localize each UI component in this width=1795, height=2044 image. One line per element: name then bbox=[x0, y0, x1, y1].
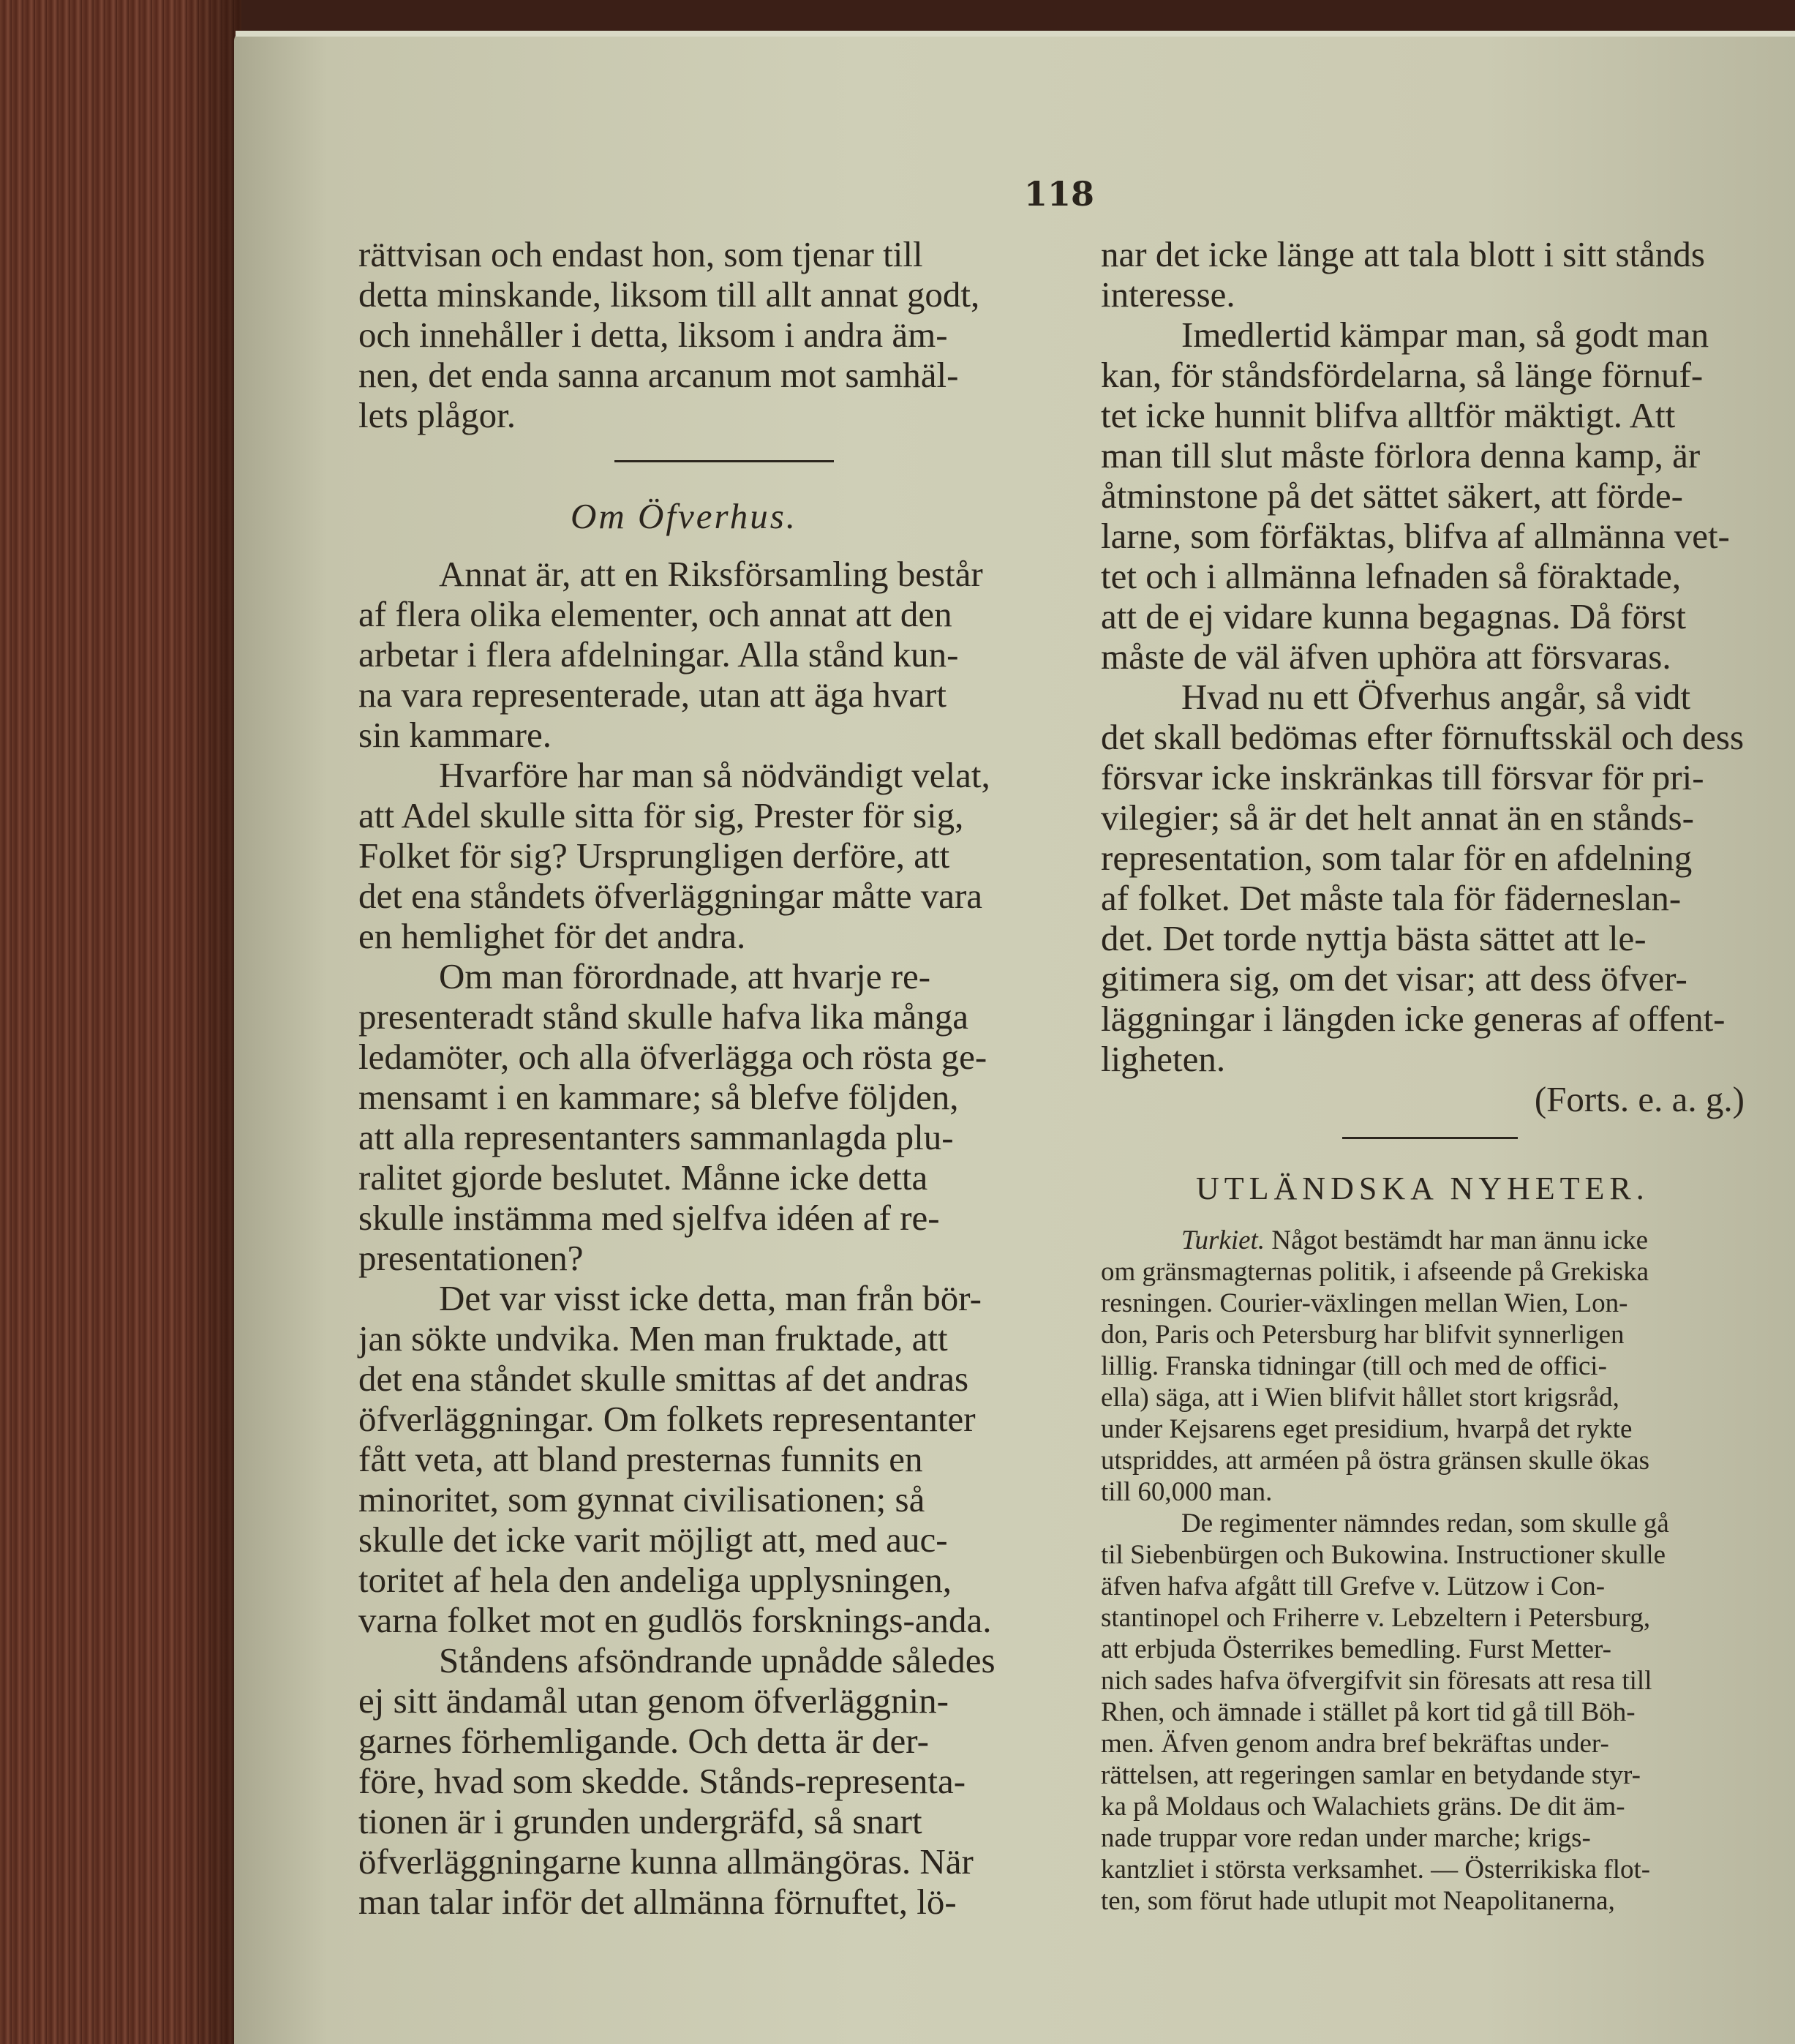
text-line: nade truppar vore redan under marche; krigs- bbox=[1101, 1823, 1591, 1853]
text-line: före, hvad som skedde. Stånds-representa- bbox=[358, 1761, 966, 1801]
text-line: lets plågor. bbox=[358, 395, 516, 435]
text-line: man till slut måste förlora denna kamp, är bbox=[1101, 435, 1701, 476]
text-line: lillig. Franska tidningar (till och med de offici- bbox=[1101, 1351, 1607, 1381]
text-line: Det var visst icke detta, man från bör- bbox=[439, 1278, 982, 1318]
text-line: det skall bedömas efter förnuftsskäl och dess bbox=[1101, 717, 1745, 757]
text-line: ka på Moldaus och Walachiets gräns. De dit äm- bbox=[1101, 1792, 1625, 1822]
text-line: garnes förhemligande. Och detta är der- bbox=[358, 1721, 929, 1761]
text-line: under Kejsarens eget presidium, hvarpå det rykte bbox=[1101, 1414, 1633, 1444]
text-line: om gränsmagternas politik, i afseende på Grekiska bbox=[1101, 1257, 1649, 1287]
text-line: utspriddes, att arméen på östra gränsen skulle ökas bbox=[1101, 1446, 1650, 1476]
text-line: sin kammare. bbox=[358, 715, 552, 755]
text-line: att erbjuda Österrikes bemedling. Furst Metter- bbox=[1101, 1634, 1611, 1664]
paragraph bbox=[358, 956, 1090, 1278]
text-line: ej sitt ändamål utan genom öfverläggnin- bbox=[358, 1680, 949, 1721]
text-line: kan, för ståndsfördelarna, så länge förnuf- bbox=[1101, 355, 1704, 395]
text-line: Imedlertid kämpar man, så godt man bbox=[1181, 315, 1709, 355]
text-line: en hemlighet för det andra. bbox=[358, 916, 746, 956]
text-line: läggningar i längden icke generas af offent- bbox=[1101, 999, 1726, 1039]
text-line: rättelsen, att regeringen samlar en betydande styr- bbox=[1101, 1760, 1641, 1790]
text-line: na vara representerade, utan att äga hvart bbox=[358, 675, 947, 715]
text-line: varna folket mot en gudlös forsknings-anda. bbox=[358, 1600, 992, 1640]
text-line: toritet af hela den andeliga upplysningen, bbox=[358, 1560, 952, 1600]
section-divider bbox=[1342, 1137, 1518, 1139]
text-line: att alla representanters sammanlagda plu- bbox=[358, 1117, 954, 1157]
text-line: af flera olika elementer, och annat att den bbox=[358, 594, 952, 634]
paragraph bbox=[1101, 677, 1759, 1079]
text-line: att de ej vidare kunna begagnas. Då först bbox=[1101, 596, 1687, 636]
text-line: nen, det enda sanna arcanum mot samhäl- bbox=[358, 355, 959, 395]
text-line: skulle det icke varit möjligt att, med auc- bbox=[358, 1519, 948, 1560]
paragraph bbox=[1101, 234, 1759, 315]
text-line: äfven hafva afgått till Grefve v. Lützow i Con- bbox=[1101, 1571, 1606, 1601]
text-line: öfverläggningar. Om folkets representanter bbox=[358, 1399, 976, 1439]
text-line: det. Det torde nyttja bästa sättet att le- bbox=[1101, 918, 1647, 958]
text-line: kantzliet i största verksamhet. — Österrikiska flot- bbox=[1101, 1855, 1651, 1885]
paragraph bbox=[358, 1278, 1090, 1640]
page-number: 118 bbox=[1024, 174, 1095, 214]
news-paragraph bbox=[1101, 1508, 1759, 1917]
text-line: åtminstone på det sättet säkert, att förde- bbox=[1101, 476, 1683, 516]
text-line: nar det icke länge att tala blott i sitt stånds bbox=[1101, 234, 1705, 274]
paragraph bbox=[358, 755, 1090, 956]
text-line: nich sades hafva öfvergifvit sin föresats att resa till bbox=[1101, 1666, 1652, 1696]
text-line: don, Paris och Petersburg har blifvit synnerligen bbox=[1101, 1320, 1625, 1350]
text-line: ligheten. bbox=[1101, 1039, 1226, 1079]
news-heading: UTLÄNDSKA NYHETER. bbox=[1196, 1171, 1649, 1206]
text-line: af folket. Det måste tala för fäderneslan- bbox=[1101, 878, 1682, 918]
text-line: vilegier; så är det helt annat än en stånds- bbox=[1101, 797, 1694, 838]
news-subject: Turkiet. bbox=[1181, 1225, 1265, 1255]
text-line: resningen. Courier-växlingen mellan Wien, Lon- bbox=[1101, 1288, 1628, 1318]
text-line: fått veta, att bland presternas funnits en bbox=[358, 1439, 923, 1479]
text-line: tionen är i grunden undergräfd, så snart bbox=[358, 1801, 922, 1841]
text-line: och innehåller i detta, liksom i andra äm- bbox=[358, 315, 948, 355]
right-column bbox=[1101, 234, 1759, 1917]
text-line: tet icke hunnit blifva alltför mäktigt. Att bbox=[1101, 395, 1676, 435]
text-line: Rhen, och ämnade i stället på kort tid gå till Böh- bbox=[1101, 1697, 1636, 1727]
text-line: De regimenter nämndes redan, som skulle gå bbox=[1181, 1508, 1669, 1538]
text-line: öfverläggningarne kunna allmängöras. När bbox=[358, 1841, 974, 1882]
text-line: ledamöter, och alla öfverlägga och rösta ge- bbox=[358, 1037, 987, 1077]
news-paragraph bbox=[1101, 1225, 1759, 1508]
book-spine-shadow bbox=[183, 0, 241, 2044]
text-line: skulle instämma med sjelfva idéen af re- bbox=[358, 1198, 940, 1238]
text-line: ralitet gjorde beslutet. Månne icke detta bbox=[358, 1157, 928, 1198]
text-line: Annat är, att en Riksförsamling består bbox=[439, 554, 983, 594]
text-line: ella) säga, att i Wien blifvit hållet stort krigsråd, bbox=[1101, 1383, 1619, 1413]
text-line: Folket för sig? Ursprungligen derföre, att bbox=[358, 835, 950, 876]
text-line: minoritet, som gynnat civilisationen; så bbox=[358, 1479, 925, 1519]
text-line: Om man förordnade, att hvarje re- bbox=[439, 956, 931, 996]
paragraph bbox=[358, 1640, 1090, 1922]
article-title: Om Öfverhus. bbox=[571, 496, 798, 536]
text-line: rättvisan och endast hon, som tjenar till bbox=[358, 234, 923, 274]
left-column bbox=[358, 234, 1090, 1922]
text-line: ten, som förut hade utlupit mot Neapolitanerna, bbox=[1101, 1886, 1615, 1916]
text-line: Hvarföre har man så nödvändigt velat, bbox=[439, 755, 990, 795]
text-line: stantinopel och Friherre v. Lebzeltern i Petersburg, bbox=[1101, 1603, 1651, 1633]
paper-top-edge bbox=[236, 31, 1795, 37]
text-line: detta minskande, liksom till allt annat godt, bbox=[358, 274, 980, 315]
text-line: man talar inför det allmänna förnuftet, lö- bbox=[358, 1882, 957, 1922]
text-line: Ståndens afsöndrande upnådde således bbox=[439, 1640, 996, 1680]
text-line: tet och i allmänna lefnaden så föraktade, bbox=[1101, 556, 1682, 596]
paragraph bbox=[1101, 315, 1759, 677]
text-line: interesse. bbox=[1101, 274, 1235, 315]
paragraph bbox=[358, 554, 1090, 755]
text-line: försvar icke inskränkas till försvar för pri- bbox=[1101, 757, 1704, 797]
continued-note: (Forts. e. a. g.) bbox=[1534, 1079, 1745, 1119]
text-line: Något bestämdt har man ännu icke bbox=[1271, 1225, 1649, 1255]
text-line: presenteradt stånd skulle hafva lika många bbox=[358, 996, 969, 1037]
text-line: larne, som förfäktas, blifva af allmänna vet- bbox=[1101, 516, 1730, 556]
text-line: Hvad nu ett Öfverhus angår, så vidt bbox=[1181, 677, 1691, 717]
text-line: det ena ståndet skulle smittas af det andras bbox=[358, 1359, 969, 1399]
text-line: presentationen? bbox=[358, 1238, 584, 1278]
text-line: gitimera sig, om det visar; att dess öfver- bbox=[1101, 958, 1687, 999]
text-line: men. Äfven genom andra bref bekräftas under- bbox=[1101, 1729, 1609, 1759]
intro-paragraph bbox=[358, 234, 1090, 435]
text-line: det ena ståndets öfverläggningar måtte vara bbox=[358, 876, 983, 916]
text-line: till 60,000 man. bbox=[1101, 1477, 1273, 1507]
text-line: att Adel skulle sitta för sig, Prester för sig, bbox=[358, 795, 964, 835]
text-line: til Siebenbürgen och Bukowina. Instructioner skulle bbox=[1101, 1540, 1666, 1570]
text-line: arbetar i flera afdelningar. Alla stånd kun- bbox=[358, 634, 959, 675]
section-divider bbox=[614, 460, 834, 462]
text-line: mensamt i en kammare; så blefve följden, bbox=[358, 1077, 959, 1117]
text-line: representation, som talar för en afdelning bbox=[1101, 838, 1693, 878]
text-line: måste de väl äfven uphöra att försvaras. bbox=[1101, 636, 1671, 677]
text-line: jan sökte undvika. Men man fruktade, att bbox=[358, 1318, 948, 1359]
